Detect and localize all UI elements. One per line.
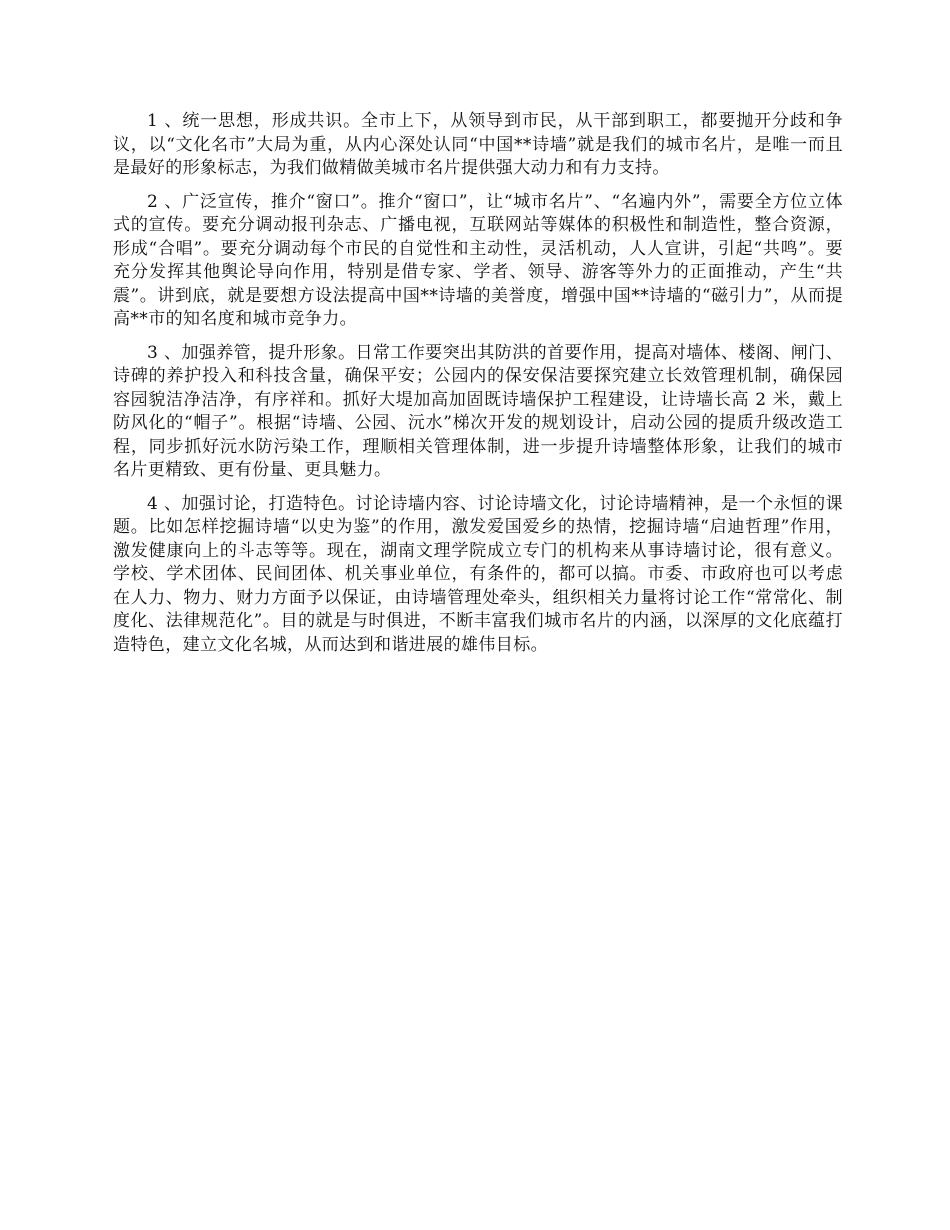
paragraph-4: 4 、加强讨论，打造特色。讨论诗墙内容、讨论诗墙文化，讨论诗墙精神，是一个永恒的课题。比如怎样挖掘诗墙“以史为鉴”的作用，激发爱国爱乡的热情，挖掘诗墙“启迪哲理”作用，激发健康向上的斗志等等。现在，湖南文理学院成立专门的机构来从事诗墙讨论，很有意义。学校、学术团体、民间团体、机关事业单位，有条件的，都可以搞。市委、市政府也可以考虑在人力、物力、财力方面予以保证，由诗墙管理处牵头，组织相关力量将讨论工作“常常化、制度化、法律规范化”。目的就是与时俱进，不断丰富我们城市名片的内涵，以深厚的文化底蕴打造特色，建立文化名城，从而达到和谐进展的雄伟目标。 xyxy=(113,493,843,655)
paragraph-2: 2 、广泛宣传，推介“窗口”。推介“窗口”，让“城市名片”、“名遍内外”，需要全方位立体式的宣传。要充分调动报刊杂志、广播电视，互联网站等媒体的积极性和制造性，整合资源，形成“合唱”。要充分调动每个市民的自觉性和主动性，灵活机动，人人宣讲，引起“共鸣”。要充分发挥其他舆论导向作用，特别是借专家、学者、领导、游客等外力的正面推动，产生“共震”。讲到底，就是要想方设法提高中国**诗墙的美誉度，增强中国**诗墙的“磁引力”，从而提高**市的知名度和城市竞争力。 xyxy=(113,191,843,329)
document-body xyxy=(113,110,843,667)
paragraph-1: 1 、统一思想，形成共识。全市上下，从领导到市民，从干部到职工，都要抛开分歧和争议，以“文化名市”大局为重，从内心深处认同“中国**诗墙”就是我们的城市名片，是唯一而且是最好的形象标志，为我们做精做美城市名片提供强大动力和有力支持。 xyxy=(113,111,843,178)
paragraph-3: 3 、加强养管，提升形象。日常工作要突出其防洪的首要作用，提高对墙体、楼阁、闸门、诗碑的养护投入和科技含量，确保平安；公园内的保安保洁要探究建立长效管理机制，确保园容园貌洁净洁净，有序祥和。抓好大堤加高加固既诗墙保护工程建设，让诗墙长高 2 米，戴上防风化的“帽子”。根据“诗墙、公园、沅水”梯次开发的规划设计，启动公园的提质升级改造工程，同步抓好沅水防污染工作，理顺相关管理体制，进一步提升诗墙整体形象，让我们的城市名片更精致、更有份量、更具魅力。 xyxy=(113,342,843,480)
